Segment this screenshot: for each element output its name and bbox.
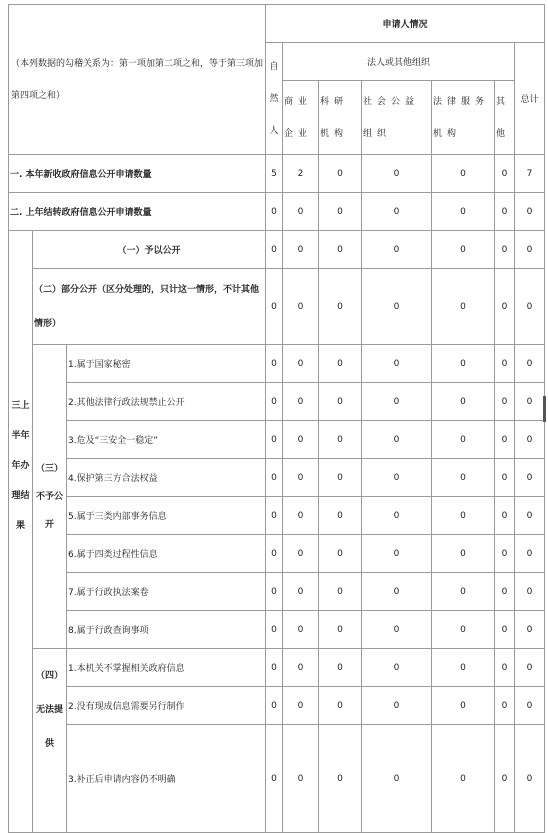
cell: 0: [495, 421, 515, 459]
cell: 0: [432, 421, 495, 459]
cell: 0: [362, 497, 432, 535]
cell: 0: [432, 193, 495, 231]
cell: 0: [362, 269, 432, 345]
cell: 0: [495, 193, 515, 231]
cell: 0: [362, 459, 432, 497]
row-label: 2.没有现成信息需要另行制作: [67, 687, 266, 725]
cell: 0: [432, 269, 495, 345]
cell: 0: [495, 497, 515, 535]
cell: 0: [283, 421, 319, 459]
cell: 0: [495, 649, 515, 687]
header-natural-person: 自然人: [266, 43, 283, 155]
cell: 0: [266, 649, 283, 687]
cell: 0: [283, 573, 319, 611]
cell: 0: [495, 231, 515, 269]
cell: 0: [495, 725, 515, 833]
cell: 0: [515, 611, 545, 649]
cell: 0: [432, 231, 495, 269]
row-label: 1.本机关不掌握相关政府信息: [67, 649, 266, 687]
cell: 0: [362, 649, 432, 687]
cell: 0: [432, 535, 495, 573]
cell: 0: [283, 687, 319, 725]
cell: 2: [283, 155, 319, 193]
cell: 0: [495, 535, 515, 573]
cell: 0: [283, 611, 319, 649]
cell: 0: [362, 383, 432, 421]
header-legal-group: 法人或其他组织: [283, 43, 515, 81]
cell: 0: [266, 725, 283, 833]
header-research: 科研机构: [319, 81, 362, 155]
cell: 0: [283, 459, 319, 497]
cell: 0: [266, 535, 283, 573]
cell: 0: [283, 725, 319, 833]
header-other: 其他: [495, 81, 515, 155]
section-non-disclose-title: （三）不予公开: [33, 345, 67, 649]
cell: 0: [266, 383, 283, 421]
cell: 0: [283, 193, 319, 231]
cell: 0: [495, 611, 515, 649]
cell: 0: [266, 687, 283, 725]
cell: 0: [319, 155, 362, 193]
cell: 0: [319, 573, 362, 611]
cell: 0: [515, 193, 545, 231]
header-note: （本列数据的勾稽关系为：第一项加第二项之和，等于第三项加第四项之和）: [9, 5, 266, 155]
cell: 0: [495, 155, 515, 193]
cell: 0: [362, 725, 432, 833]
cell: 0: [362, 345, 432, 383]
cell: 0: [432, 383, 495, 421]
cell: 0: [432, 687, 495, 725]
cell: 0: [495, 383, 515, 421]
cell: 0: [432, 725, 495, 833]
cell: 0: [432, 611, 495, 649]
cell: 0: [362, 421, 432, 459]
cell: 0: [319, 611, 362, 649]
cell: 0: [515, 497, 545, 535]
row-new-requests-label: 一. 本年新收政府信息公开申请数量: [9, 155, 266, 193]
cell: 7: [515, 155, 545, 193]
header-applicant-situation: 申请人情况: [266, 5, 545, 43]
cell: 0: [266, 421, 283, 459]
row-label: 7.属于行政执法案卷: [67, 573, 266, 611]
cell: 0: [362, 193, 432, 231]
cell: 0: [362, 687, 432, 725]
row-label: 3.危及“三安全一稳定”: [67, 421, 266, 459]
header-social: 社会公益组织: [362, 81, 432, 155]
cell: 0: [515, 421, 545, 459]
cell: 0: [495, 269, 515, 345]
section-unable-provide-title: （四）无法提供: [33, 649, 67, 833]
cell: 0: [283, 535, 319, 573]
cell: 0: [319, 345, 362, 383]
cell: 0: [432, 459, 495, 497]
cell: 0: [283, 231, 319, 269]
cell: 0: [266, 573, 283, 611]
cell: 0: [515, 687, 545, 725]
cell: 0: [515, 345, 545, 383]
cell: 0: [362, 155, 432, 193]
section-three-title: 三上半年年办理结果: [9, 231, 33, 833]
header-total: 总计: [515, 43, 545, 155]
cell: 0: [266, 611, 283, 649]
cell: 0: [515, 459, 545, 497]
cell: 0: [319, 649, 362, 687]
cell: 0: [319, 231, 362, 269]
row-label: 8.属于行政查询事项: [67, 611, 266, 649]
row-label: 6.属于四类过程性信息: [67, 535, 266, 573]
cell: 0: [319, 725, 362, 833]
cell: 0: [495, 459, 515, 497]
cell: 0: [319, 535, 362, 573]
cell: 0: [362, 231, 432, 269]
cell: 0: [319, 383, 362, 421]
cell: 0: [283, 497, 319, 535]
row-label: 2.其他法律行政法规禁止公开: [67, 383, 266, 421]
cell: 0: [266, 497, 283, 535]
cell: 0: [266, 231, 283, 269]
cell: 0: [432, 345, 495, 383]
cell: 0: [266, 193, 283, 231]
cell: 0: [283, 345, 319, 383]
cell: 0: [319, 687, 362, 725]
cell: 0: [515, 231, 545, 269]
cell: 0: [319, 421, 362, 459]
scroll-marker[interactable]: [543, 396, 546, 422]
header-commercial: 商业企业: [283, 81, 319, 155]
row-disclose-label: （一）予以公开: [33, 231, 266, 269]
cell: 0: [266, 345, 283, 383]
cell: 0: [266, 459, 283, 497]
cell: 0: [319, 497, 362, 535]
statistics-table: [8, 4, 545, 833]
cell: 0: [495, 573, 515, 611]
cell: 0: [515, 649, 545, 687]
row-partial-disclose-label: （二）部分公开（区分处理的，只计这一情形，不计其他情形）: [33, 269, 266, 345]
cell: 0: [432, 649, 495, 687]
cell: 0: [515, 383, 545, 421]
cell: 0: [515, 725, 545, 833]
cell: 0: [362, 611, 432, 649]
cell: 0: [283, 649, 319, 687]
cell: 0: [495, 687, 515, 725]
cell: 0: [432, 573, 495, 611]
row-label: 4.保护第三方合法权益: [67, 459, 266, 497]
cell: 5: [266, 155, 283, 193]
cell: 0: [362, 535, 432, 573]
cell: 0: [283, 383, 319, 421]
row-label: 5.属于三类内部事务信息: [67, 497, 266, 535]
cell: 0: [515, 573, 545, 611]
cell: 0: [283, 269, 319, 345]
cell: 0: [432, 497, 495, 535]
cell: 0: [515, 269, 545, 345]
cell: 0: [495, 345, 515, 383]
cell: 0: [515, 535, 545, 573]
header-legal-service: 法律服务机构: [432, 81, 495, 155]
cell: 0: [266, 269, 283, 345]
cell: 0: [319, 459, 362, 497]
cell: 0: [319, 193, 362, 231]
row-label: 1.属于国家秘密: [67, 345, 266, 383]
row-carryover-label: 二. 上年结转政府信息公开申请数量: [9, 193, 266, 231]
row-label: 3.补正后申请内容仍不明确: [67, 725, 266, 833]
cell: 0: [362, 573, 432, 611]
cell: 0: [319, 269, 362, 345]
cell: 0: [432, 155, 495, 193]
